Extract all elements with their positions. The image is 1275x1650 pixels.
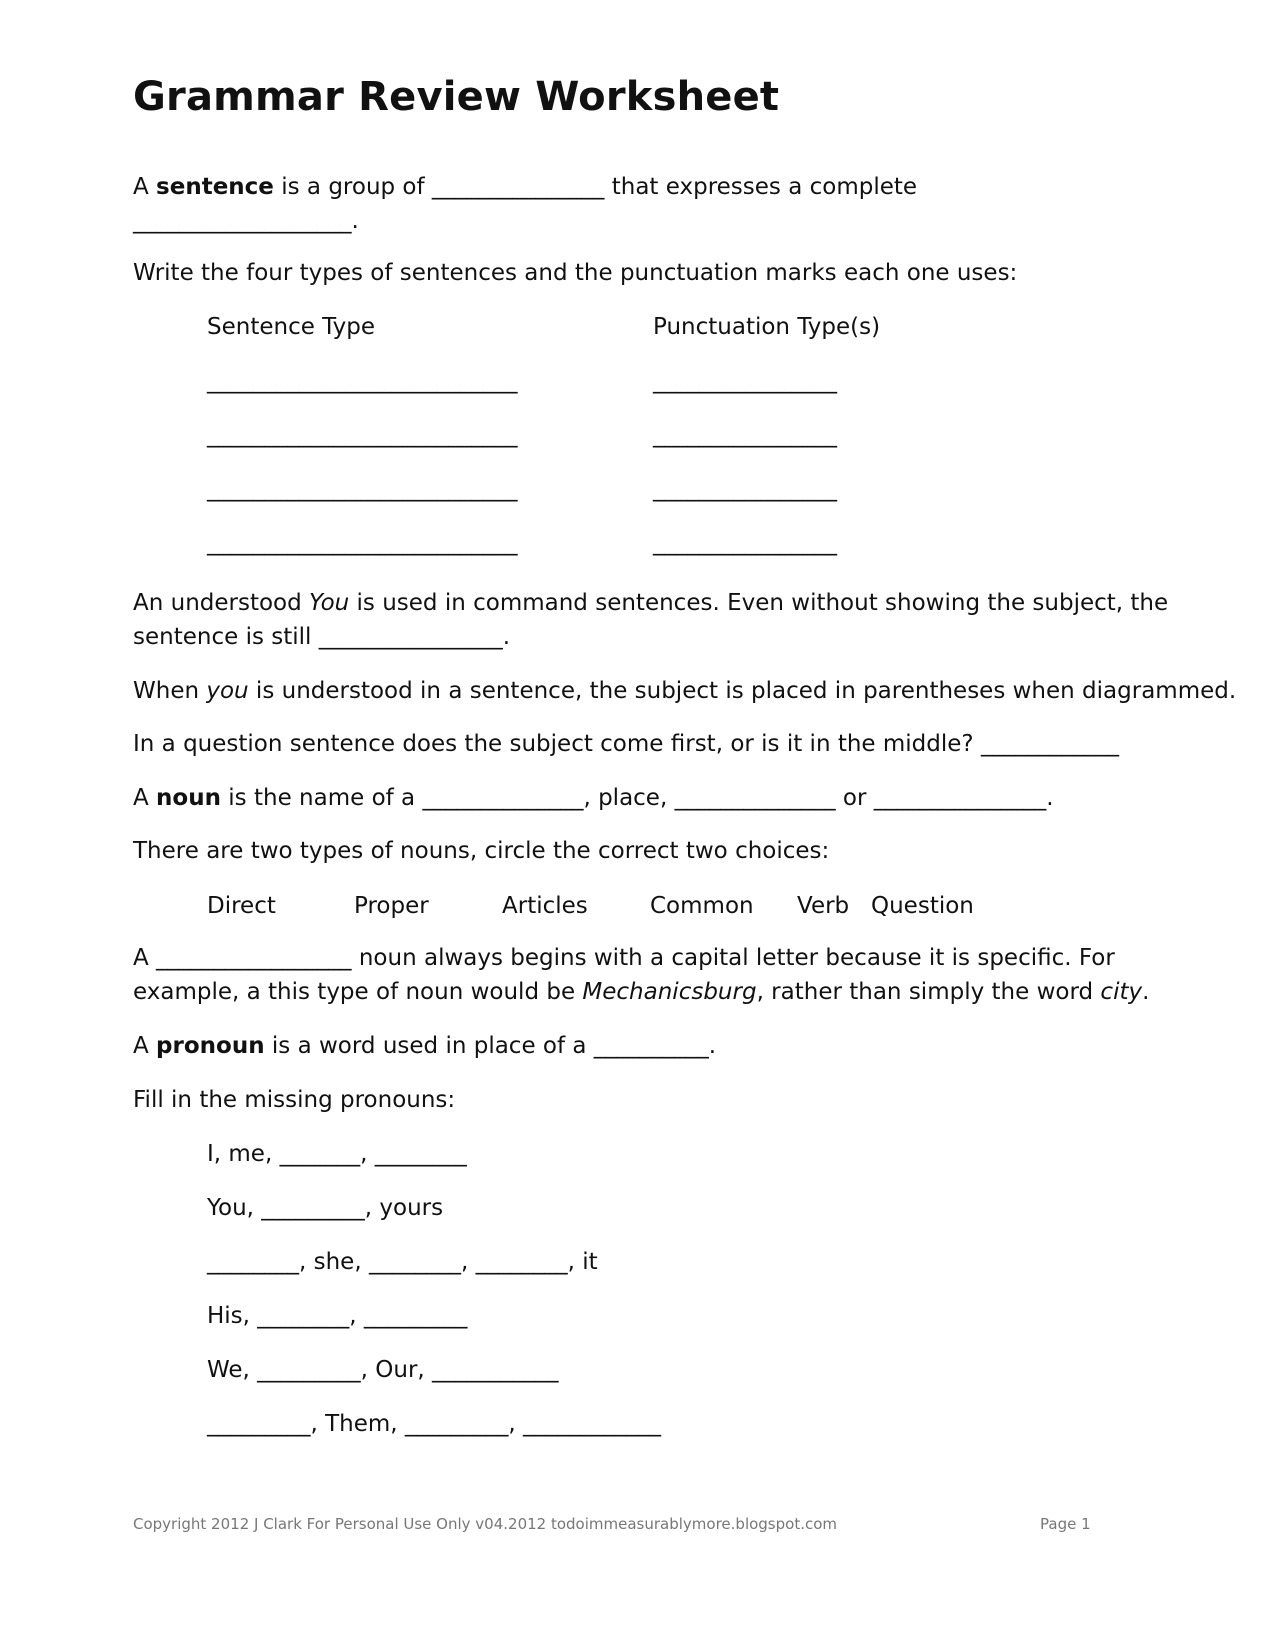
- pronoun-row[interactable]: We, _________, Our, ___________: [207, 1357, 559, 1383]
- understood-you-line-1: [133, 586, 1168, 620]
- pronoun-row[interactable]: I, me, _______, ________: [207, 1141, 467, 1167]
- choice-proper[interactable]: Proper: [354, 893, 429, 919]
- footer-page-number: Page 1: [1040, 1515, 1091, 1533]
- text: A: [133, 1033, 157, 1059]
- diagram-note: [133, 674, 1236, 708]
- sentence-type-blank[interactable]: ___________________________: [207, 530, 518, 556]
- term-pronoun: pronoun: [156, 1033, 265, 1059]
- emphasis-you: You: [309, 590, 350, 616]
- sentence-type-header: Sentence Type: [207, 314, 376, 340]
- pronoun-row[interactable]: ________, she, ________, ________, it: [207, 1249, 598, 1275]
- proper-noun-line-2: [133, 975, 1149, 1009]
- pronoun-row[interactable]: You, _________, yours: [207, 1195, 444, 1221]
- term-noun: noun: [156, 785, 221, 811]
- text: example, a this type of noun would be: [133, 979, 583, 1005]
- choice-common[interactable]: Common: [650, 893, 754, 919]
- sentence-type-blank[interactable]: ___________________________: [207, 422, 518, 448]
- noun-definition-line: [133, 781, 1054, 815]
- sentence-definition-line-2: ___________________.: [133, 208, 359, 234]
- pronoun-row[interactable]: _________, Them, _________, ____________: [207, 1411, 662, 1437]
- emphasis-you: you: [206, 678, 249, 704]
- question-subject-line: In a question sentence does the subject come first, or is it in the middle? ____________: [133, 731, 1119, 757]
- understood-you-line-2: sentence is still ________________.: [133, 624, 511, 650]
- footer-copyright: Copyright 2012 J Clark For Personal Use Only v04.2012 todoimmeasurablymore.blogspot.com: [133, 1515, 838, 1533]
- text: .: [1142, 979, 1150, 1005]
- choice-verb[interactable]: Verb: [797, 893, 850, 919]
- term-sentence: sentence: [156, 174, 274, 200]
- text: A: [133, 785, 157, 811]
- text: An understood: [133, 590, 310, 616]
- pronoun-row[interactable]: His, ________, _________: [207, 1303, 468, 1329]
- punctuation-type-blank[interactable]: ________________: [653, 422, 837, 448]
- choice-direct[interactable]: Direct: [207, 893, 276, 919]
- noun-types-instruction: There are two types of nouns, circle the correct two choices:: [133, 838, 830, 864]
- pronoun-instruction: Fill in the missing pronouns:: [133, 1087, 456, 1113]
- punctuation-type-header: Punctuation Type(s): [653, 314, 881, 340]
- punctuation-type-blank[interactable]: ________________: [653, 368, 837, 394]
- text: is understood in a sentence, the subject is placed in parentheses when diagrammed.: [248, 678, 1237, 704]
- text: A: [133, 174, 157, 200]
- text: is a word used in place of a __________.: [264, 1033, 717, 1059]
- text: is a group of _______________ that expresses a complete: [273, 174, 918, 200]
- page-title: Grammar Review Worksheet: [133, 74, 780, 120]
- punctuation-type-blank[interactable]: ________________: [653, 530, 837, 556]
- example-city: city: [1100, 979, 1143, 1005]
- text: , rather than simply the word: [756, 979, 1101, 1005]
- choice-question[interactable]: Question: [871, 893, 974, 919]
- proper-noun-line-1: A _________________ noun always begins with a capital letter because it is specific. For: [133, 945, 1115, 971]
- sentence-definition-line-1: [133, 170, 917, 204]
- text: is used in command sentences. Even without showing the subject, the: [349, 590, 1169, 616]
- choice-articles[interactable]: Articles: [502, 893, 588, 919]
- sentence-types-instruction: Write the four types of sentences and the punctuation marks each one uses:: [133, 260, 1018, 286]
- text: is the name of a ______________, place, ______________ or _______________.: [220, 785, 1054, 811]
- sentence-type-blank[interactable]: ___________________________: [207, 476, 518, 502]
- punctuation-type-blank[interactable]: ________________: [653, 476, 837, 502]
- text: When: [133, 678, 207, 704]
- pronoun-definition-line: [133, 1029, 716, 1063]
- sentence-type-blank[interactable]: ___________________________: [207, 368, 518, 394]
- example-mechanicsburg: Mechanicsburg: [582, 979, 757, 1005]
